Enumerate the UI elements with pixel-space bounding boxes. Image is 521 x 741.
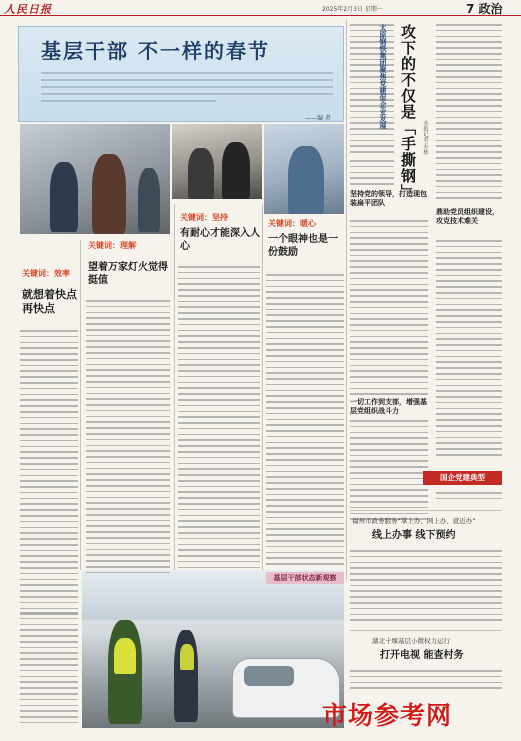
page-number: 7 政治 [466, 2, 503, 16]
col2-body [86, 300, 170, 578]
party-building-label: 国企党建典型 [423, 471, 502, 485]
banner-signature: ——编 者 [305, 115, 331, 122]
col1-body [20, 330, 78, 619]
online-story-kicker: 福州市政务服务“掌上办、网上办、就近办” [352, 517, 476, 525]
tv-story-headline: 打开电视 能查村务 [380, 650, 464, 661]
online-story-headline: 线上办事 线下预约 [372, 530, 456, 541]
feature-subhead-2: 一切工作到支部，增强基层党组织战斗力 [350, 398, 427, 415]
newspaper-logo: 人民日报 [4, 3, 52, 16]
photo-village-visit [20, 124, 170, 234]
col2-headline: 望着万家灯火觉得挺值 [88, 262, 168, 286]
col4-keyword: 关键词：暖心 [268, 219, 316, 228]
right-body-e [350, 420, 428, 524]
feature-title: 攻下的不仅是「手撕钢」 [399, 24, 417, 200]
story-divider [350, 630, 502, 631]
photo-section-label: 基层干部状态新观察 [266, 572, 344, 584]
column-divider [262, 204, 263, 570]
online-story-body [350, 550, 502, 625]
banner-title: 基层干部 不一样的春节 [41, 39, 270, 63]
tv-story-body [350, 670, 502, 693]
right-body-b [436, 240, 502, 460]
column-divider [80, 240, 81, 570]
right-body-f [436, 492, 502, 504]
photo-officer [264, 124, 344, 214]
right-body-a [436, 24, 502, 203]
section-divider [346, 20, 347, 580]
right-body-d [350, 220, 428, 399]
story-divider [350, 510, 502, 511]
feature-subtitle: 太原钢铁集团聚焦党建促企业发展 [379, 24, 387, 129]
feature-subhead-1: 坚持党的领导，打造现包装扁平团队 [350, 190, 427, 207]
feature-byline: 本报记者 乔栋 [422, 120, 428, 155]
col3-headline: 有耐心才能深入人心 [180, 228, 260, 252]
col2-keyword: 关键词：理解 [88, 241, 136, 250]
site-watermark: 市场参考网 [322, 701, 453, 730]
col1-keyword: 关键词：效率 [22, 269, 70, 278]
photo-office-work [172, 124, 262, 199]
masthead [0, 0, 521, 16]
feature-subhead-3: 鼎助党员组织建设，攻克技术难关 [436, 208, 499, 225]
issue-date: 2025年2月3日 星期一 [322, 6, 383, 13]
banner-intro-text [41, 72, 333, 107]
col1-body-tail [20, 612, 78, 728]
feature-banner [18, 26, 344, 122]
col3-body [178, 266, 260, 572]
col4-body [266, 274, 344, 569]
column-divider [174, 204, 175, 570]
col4-headline: 一个眼神也是一份鼓励 [268, 234, 338, 258]
col1-headline: 就想着快点再快点 [22, 288, 77, 315]
col3-keyword: 关键词：坚持 [180, 213, 228, 222]
photo-traffic-checkpoint [82, 570, 344, 728]
tv-story-kicker: 湖北十堰基层小微权力运行 [372, 637, 450, 645]
right-body-c [350, 160, 394, 189]
